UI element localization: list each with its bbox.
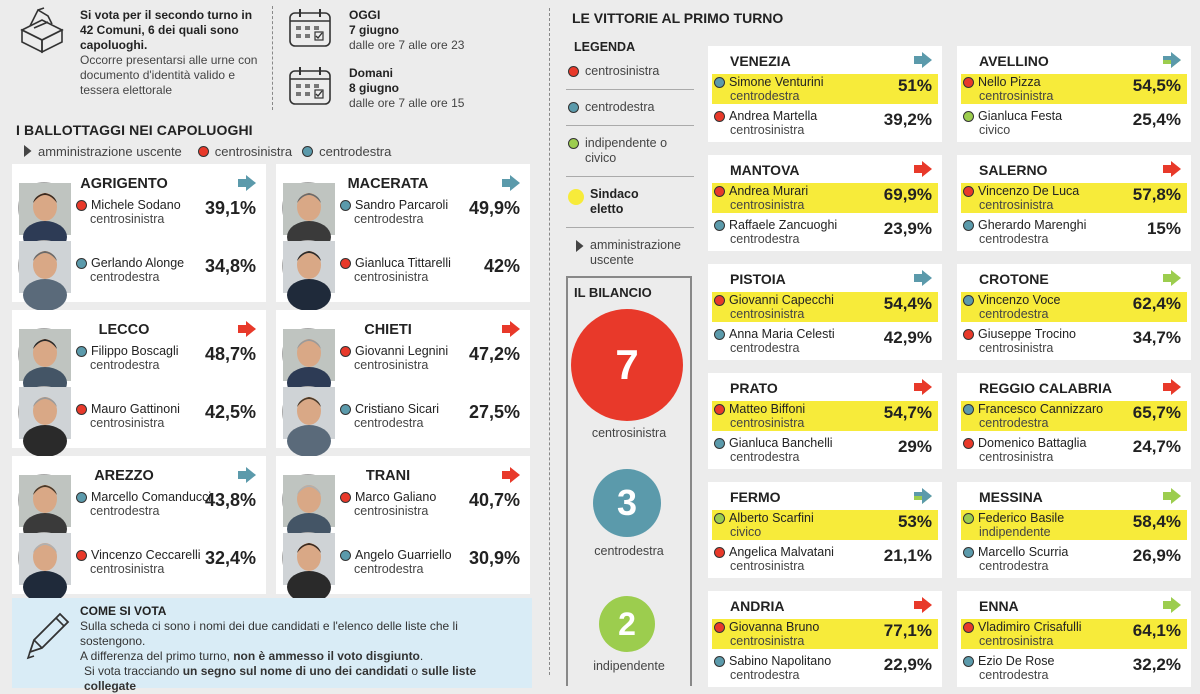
outgoing-administration-arrow-icon <box>1163 161 1181 177</box>
winner-row <box>712 74 938 104</box>
howto-line-2: A differenza del primo turno, non è ammesso il voto disgiunto. <box>80 649 424 663</box>
candidate-name: Raffaele Zancuoghi <box>729 218 838 232</box>
candidate-party: centrosinistra <box>354 270 429 284</box>
winner-row <box>961 401 1187 431</box>
red-party-dot-icon <box>340 346 351 357</box>
runner-up-row <box>712 653 938 683</box>
candidate-percentage: 32,2% <box>1132 655 1181 674</box>
outgoing-administration-arrow-icon <box>914 161 932 177</box>
vittoria-card-reggio-calabria <box>957 373 1191 469</box>
candidate-percentage: 22,9% <box>883 655 932 674</box>
candidate-party: centrodestra <box>730 668 800 682</box>
candidate-name: Angelo Guarriello <box>355 548 452 562</box>
runner-up-row <box>712 108 938 138</box>
candidate-party: civico <box>730 525 762 539</box>
info-detail: Occorre presentarsi alle urne con documento d'identità valido e tessera elettorale <box>80 53 258 97</box>
info-text <box>80 8 260 98</box>
blue-party-dot-icon <box>963 295 974 306</box>
candidate-party: centrodestra <box>730 341 800 355</box>
candidate <box>76 256 184 284</box>
winner-row <box>712 619 938 649</box>
blue-party-dot-icon <box>963 656 974 667</box>
candidate-party: centrodestra <box>979 416 1049 430</box>
candidate-party: centrosinistra <box>979 341 1054 355</box>
runner-up-row <box>961 653 1187 683</box>
red-party-dot-icon <box>340 258 351 269</box>
come-si-vota-box <box>12 598 532 693</box>
candidate-percentage: 39,2% <box>883 110 932 129</box>
green-party-dot-icon <box>963 111 974 122</box>
candidate-percentage: 65,7% <box>1132 403 1181 422</box>
runner-up-row <box>961 326 1187 356</box>
candidate-name: Federico Basile <box>978 511 1065 525</box>
red-party-dot-icon <box>76 404 87 415</box>
candidate-photo <box>282 240 334 292</box>
candidate-photo <box>18 532 70 584</box>
candidate-name: Angelica Malvatani <box>729 545 834 559</box>
blue-dot-icon <box>568 102 579 113</box>
candidate-percentage: 42,9% <box>883 328 932 347</box>
candidate-percentage: 54,4% <box>883 294 932 313</box>
candidate-percentage: 21,1% <box>883 546 932 565</box>
candidate <box>340 402 439 430</box>
candidate-photo <box>282 182 334 234</box>
candidate <box>76 198 181 226</box>
candidate-party: centrodestra <box>979 668 1049 682</box>
candidate-party: centrodestra <box>90 358 160 372</box>
candidate-name: Mauro Gattinoni <box>91 402 180 416</box>
candidate-name: Alberto Scarfini <box>729 511 814 525</box>
vittoria-card-mantova <box>708 155 942 251</box>
candidate <box>340 548 452 576</box>
candidate <box>340 256 451 284</box>
candidate-percentage: 26,9% <box>1132 546 1181 565</box>
green-party-dot-icon <box>714 513 725 524</box>
green-dot-icon <box>568 138 579 149</box>
civico-count-label: indipendente <box>593 659 665 673</box>
candidate-name: Michele Sodano <box>91 198 181 212</box>
vittoria-card-venezia <box>708 46 942 142</box>
red-party-dot-icon <box>76 200 87 211</box>
candidate-percentage: 42% <box>483 256 520 276</box>
candidate-photo <box>18 240 70 292</box>
ballot-box-icon <box>18 6 66 52</box>
candidate-name: Giovanni Capecchi <box>729 293 834 307</box>
blue-party-dot-icon <box>714 220 725 231</box>
candidate-party: centrosinistra <box>90 416 165 430</box>
city-name: PISTOIA <box>730 271 786 287</box>
vittoria-card-enna <box>957 591 1191 687</box>
blue-party-dot-icon <box>714 329 725 340</box>
runner-up-row <box>961 217 1187 247</box>
date-today: OGGI 7 giugno dalle ore 7 alle ore 23 <box>349 8 465 52</box>
candidate-name: Gherardo Marenghi <box>978 218 1087 232</box>
outgoing-administration-arrow-icon <box>502 467 520 483</box>
city-name: AREZZO <box>94 468 154 484</box>
blue-party-dot-icon <box>340 200 351 211</box>
calendar-icon <box>288 8 332 48</box>
candidate-percentage: 69,9% <box>883 185 932 204</box>
city-name: TRANI <box>365 468 411 484</box>
vittoria-card-avellino <box>957 46 1191 142</box>
city-name: CROTONE <box>979 271 1049 287</box>
candidate-photo <box>18 182 70 234</box>
candidate-name: Giovanna Bruno <box>729 620 820 634</box>
red-party-dot-icon <box>963 622 974 633</box>
runner-up-row <box>712 435 938 465</box>
civico-count: 2 <box>599 596 655 652</box>
info-divider <box>272 6 273 110</box>
candidate-photo <box>282 474 334 526</box>
candidate-name: Gianluca Festa <box>978 109 1063 123</box>
candidate-percentage: 34,8% <box>204 256 256 276</box>
blue-party-dot-icon <box>76 492 87 503</box>
candidate-name: Vincenzo Ceccarelli <box>91 548 201 562</box>
runner-up-row <box>712 544 938 574</box>
candidate-party: centrodestra <box>90 270 160 284</box>
city-name: FERMO <box>730 489 781 505</box>
outgoing-administration-arrow-icon <box>1163 488 1181 504</box>
candidate-photo <box>18 386 70 438</box>
candidate <box>340 490 436 518</box>
candidate-percentage: 32,4% <box>204 548 256 568</box>
red-party-dot-icon <box>714 295 725 306</box>
candidate-name: Andrea Martella <box>729 109 818 123</box>
bilancio-box <box>566 276 692 686</box>
candidate-percentage: 54,7% <box>883 403 932 422</box>
candidate-party: centrodestra <box>354 212 424 226</box>
candidate <box>76 490 211 518</box>
candidate-party: centrodestra <box>730 450 800 464</box>
centrodestra-count: 3 <box>593 469 661 537</box>
runner-up-row <box>712 217 938 247</box>
candidate-percentage: 57,8% <box>1132 185 1181 204</box>
calendar-icon <box>288 66 332 106</box>
candidate-name: Sandro Parcaroli <box>355 198 449 212</box>
candidate-percentage: 39,1% <box>204 198 256 218</box>
red-party-dot-icon <box>714 111 725 122</box>
blue-party-dot-icon <box>714 77 725 88</box>
candidate-name: Andrea Murari <box>729 184 809 198</box>
candidate-party: centrodestra <box>979 232 1049 246</box>
candidate-percentage: 47,2% <box>468 344 520 364</box>
candidate-photo <box>282 532 334 584</box>
outgoing-administration-arrow-icon <box>1163 270 1181 286</box>
info-lead: Si vota per il secondo turno in 42 Comuni, 6 dei quali sono capoluoghi. <box>80 8 253 52</box>
ballottaggio-card-chieti <box>276 310 530 448</box>
candidate-percentage: 34,7% <box>1132 328 1181 347</box>
vittorie-legend: LEGENDA centrosinistra centrodestra indipendente o civico Sindaco eletto amministrazione uscente <box>566 40 694 288</box>
candidate-percentage: 64,1% <box>1132 621 1181 640</box>
blue-party-dot-icon <box>714 656 725 667</box>
winner-row <box>712 510 938 540</box>
candidate-percentage: 48,7% <box>204 344 256 364</box>
ballottaggio-card-macerata <box>276 164 530 302</box>
city-name: PRATO <box>730 380 778 396</box>
outgoing-administration-arrow-icon <box>914 597 932 613</box>
red-party-dot-icon <box>714 547 725 558</box>
candidate <box>76 402 180 430</box>
candidate-percentage: 27,5% <box>468 402 520 422</box>
red-party-dot-icon <box>76 550 87 561</box>
outgoing-administration-arrow-icon <box>238 467 256 483</box>
blue-party-dot-icon <box>963 404 974 415</box>
date-tomorrow: Domani 8 giugno dalle ore 7 alle ore 15 <box>349 66 465 110</box>
candidate-percentage: 24,7% <box>1132 437 1181 456</box>
winner-row <box>712 183 938 213</box>
candidate-name: Giuseppe Trocino <box>978 327 1076 341</box>
vittoria-card-pistoia <box>708 264 942 360</box>
candidate-party: centrodestra <box>354 416 424 430</box>
candidate-name: Vladimiro Crisafulli <box>978 620 1082 634</box>
bilancio-title: IL BILANCIO <box>574 285 652 300</box>
blue-party-dot-icon <box>340 404 351 415</box>
runner-up-row <box>961 435 1187 465</box>
centrosinistra-count-label: centrosinistra <box>591 426 667 440</box>
candidate-percentage: 49,9% <box>468 198 520 218</box>
outgoing-administration-arrow-icon <box>1163 52 1181 68</box>
candidate-photo <box>282 386 334 438</box>
candidate-percentage: 15% <box>1146 219 1181 238</box>
candidate-photo <box>18 474 70 526</box>
outgoing-arrow-icon <box>18 145 30 157</box>
candidate-name: Gianluca Banchelli <box>729 436 833 450</box>
candidate-party: centrosinistra <box>90 212 165 226</box>
candidate-party: centrosinistra <box>979 198 1054 212</box>
city-name: ENNA <box>979 598 1019 614</box>
ballottaggi-title: I BALLOTTAGGI NEI CAPOLUOGHI <box>16 122 253 138</box>
city-name: VENEZIA <box>730 53 791 69</box>
city-name: AVELLINO <box>979 53 1049 69</box>
candidate-party: centrosinistra <box>979 450 1054 464</box>
red-party-dot-icon <box>963 77 974 88</box>
candidate-party: centrodestra <box>354 562 424 576</box>
candidate-party: centrodestra <box>730 89 800 103</box>
outgoing-administration-arrow-icon <box>1163 379 1181 395</box>
candidate-party: centrosinistra <box>730 559 805 573</box>
red-dot-icon <box>568 66 579 77</box>
blue-party-dot-icon <box>963 220 974 231</box>
column-divider <box>549 8 550 675</box>
candidate-percentage: 30,9% <box>468 548 520 568</box>
candidate-name: Gianluca Tittarelli <box>355 256 451 270</box>
red-party-dot-icon <box>963 329 974 340</box>
ballottaggio-card-arezzo <box>12 456 266 594</box>
ballottaggio-card-lecco <box>12 310 266 448</box>
winner-row <box>712 292 938 322</box>
city-name: LECCO <box>98 322 150 338</box>
candidate-photo <box>18 328 70 380</box>
candidate-percentage: 25,4% <box>1132 110 1181 129</box>
blue-party-dot-icon <box>963 547 974 558</box>
candidate-percentage: 77,1% <box>883 621 932 640</box>
candidate-party: centrodestra <box>979 559 1049 573</box>
centrodestra-count-label: centrodestra <box>594 544 664 558</box>
candidate-party: centrosinistra <box>730 416 805 430</box>
candidate-name: Matteo Biffoni <box>729 402 806 416</box>
candidate-percentage: 51% <box>897 76 932 95</box>
outgoing-administration-arrow-icon <box>914 488 932 504</box>
howto-line-3: Si vota tracciando un segno sul nome di uno dei candidati o sulle liste collegate <box>84 664 477 693</box>
candidate-percentage: 40,7% <box>468 490 520 510</box>
pencil-icon <box>22 608 72 660</box>
candidate-name: Francesco Cannizzaro <box>978 402 1104 416</box>
city-name: MESSINA <box>979 489 1043 505</box>
outgoing-administration-arrow-icon <box>914 52 932 68</box>
outgoing-administration-arrow-icon <box>1163 597 1181 613</box>
city-name: CHIETI <box>364 322 412 338</box>
candidate-percentage: 23,9% <box>883 219 932 238</box>
outgoing-administration-arrow-icon <box>914 379 932 395</box>
blue-party-dot-icon <box>714 438 725 449</box>
candidate-name: Sabino Napolitano <box>729 654 832 668</box>
vittoria-card-fermo <box>708 482 942 578</box>
red-party-dot-icon <box>714 622 725 633</box>
howto-line-1: Sulla scheda ci sono i nomi dei due candidati e l'elenco delle liste che li sostengono. <box>80 619 458 648</box>
candidate <box>340 344 448 372</box>
candidate-party: indipendente <box>979 525 1051 539</box>
candidate-percentage: 43,8% <box>204 490 256 510</box>
centrosinistra-dot-icon <box>198 146 209 157</box>
candidate-name: Vincenzo Voce <box>978 293 1061 307</box>
winner-row <box>712 401 938 431</box>
winner-row <box>961 183 1187 213</box>
candidate-name: Filippo Boscagli <box>91 344 179 358</box>
candidate-party: centrosinistra <box>730 198 805 212</box>
candidate-name: Marcello Scurria <box>978 545 1069 559</box>
legend-eletto: Sindaco eletto <box>566 187 694 228</box>
legend-centrosinistra: centrosinistra <box>566 64 694 90</box>
centrodestra-dot-icon <box>302 146 313 157</box>
candidate-party: centrosinistra <box>979 89 1054 103</box>
candidate-percentage: 62,4% <box>1132 294 1181 313</box>
candidate <box>76 344 179 372</box>
runner-up-row <box>712 326 938 356</box>
city-name: MACERATA <box>347 176 429 192</box>
candidate-party: centrosinistra <box>979 634 1054 648</box>
legend-civico: indipendente o civico <box>566 136 694 177</box>
candidate-percentage: 58,4% <box>1132 512 1181 531</box>
red-party-dot-icon <box>963 438 974 449</box>
candidate <box>340 198 448 226</box>
vittoria-card-andria <box>708 591 942 687</box>
candidate <box>76 548 201 576</box>
candidate-party: centrosinistra <box>730 307 805 321</box>
candidate-name: Giovanni Legnini <box>355 344 449 358</box>
legend-uscente: amministrazione uscente <box>566 238 694 278</box>
winner-row <box>961 510 1187 540</box>
red-party-dot-icon <box>714 404 725 415</box>
vittorie-title: LE VITTORIE AL PRIMO TURNO <box>572 10 784 26</box>
winner-row <box>961 292 1187 322</box>
city-name: MANTOVA <box>730 162 800 178</box>
winner-row <box>961 74 1187 104</box>
vittoria-card-prato <box>708 373 942 469</box>
city-name: AGRIGENTO <box>80 176 168 192</box>
vittoria-card-messina <box>957 482 1191 578</box>
outgoing-administration-arrow-icon <box>238 321 256 337</box>
candidate-name: Gerlando Alonge <box>91 256 185 270</box>
candidate-party: centrosinistra <box>730 634 805 648</box>
city-name: SALERNO <box>979 162 1048 178</box>
candidate-party: centrosinistra <box>354 504 429 518</box>
candidate-name: Simone Venturini <box>729 75 824 89</box>
vittoria-card-salerno <box>957 155 1191 251</box>
candidate-party: centrosinistra <box>90 562 165 576</box>
centrosinistra-count: 7 <box>571 309 683 421</box>
red-party-dot-icon <box>963 186 974 197</box>
candidate-party: centrosinistra <box>730 123 805 137</box>
city-name: REGGIO CALABRIA <box>979 380 1112 396</box>
ballottaggio-card-trani <box>276 456 530 594</box>
runner-up-row <box>961 108 1187 138</box>
outgoing-administration-arrow-icon <box>502 175 520 191</box>
blue-party-dot-icon <box>340 550 351 561</box>
blue-party-dot-icon <box>76 346 87 357</box>
blue-party-dot-icon <box>76 258 87 269</box>
legend-centrodestra: centrodestra <box>566 100 694 126</box>
runner-up-row <box>961 544 1187 574</box>
candidate-percentage: 53% <box>897 512 932 531</box>
winner-row <box>961 619 1187 649</box>
vittoria-card-crotone <box>957 264 1191 360</box>
outgoing-arrow-icon <box>570 240 582 252</box>
candidate-party: centrodestra <box>979 307 1049 321</box>
candidate-name: Cristiano Sicari <box>355 402 440 416</box>
outgoing-administration-arrow-icon <box>238 175 256 191</box>
come-si-vota-title: COME SI VOTA <box>80 604 167 618</box>
green-party-dot-icon <box>963 513 974 524</box>
yellow-dot-icon <box>568 189 584 205</box>
candidate-name: Marcello Comanducci <box>91 490 212 504</box>
candidate-photo <box>282 328 334 380</box>
candidate-name: Marco Galiano <box>355 490 437 504</box>
candidate-percentage: 54,5% <box>1132 76 1181 95</box>
red-party-dot-icon <box>714 186 725 197</box>
candidate-name: Domenico Battaglia <box>978 436 1087 450</box>
candidate-name: Vincenzo De Luca <box>978 184 1080 198</box>
outgoing-administration-arrow-icon <box>914 270 932 286</box>
red-party-dot-icon <box>340 492 351 503</box>
candidate-name: Ezio De Rose <box>978 654 1055 668</box>
candidate-party: centrodestra <box>90 504 160 518</box>
candidate-name: Anna Maria Celesti <box>729 327 835 341</box>
candidate-party: civico <box>979 123 1011 137</box>
candidate-percentage: 42,5% <box>204 402 256 422</box>
candidate-party: centrodestra <box>730 232 800 246</box>
candidate-party: centrosinistra <box>354 358 429 372</box>
ballottaggio-card-agrigento <box>12 164 266 302</box>
ballottaggi-legend: amministrazione uscente centrosinistra centrodestra <box>16 143 391 159</box>
outgoing-administration-arrow-icon <box>502 321 520 337</box>
city-name: ANDRIA <box>730 598 785 614</box>
candidate-percentage: 29% <box>897 437 932 456</box>
candidate-name: Nello Pizza <box>978 75 1041 89</box>
